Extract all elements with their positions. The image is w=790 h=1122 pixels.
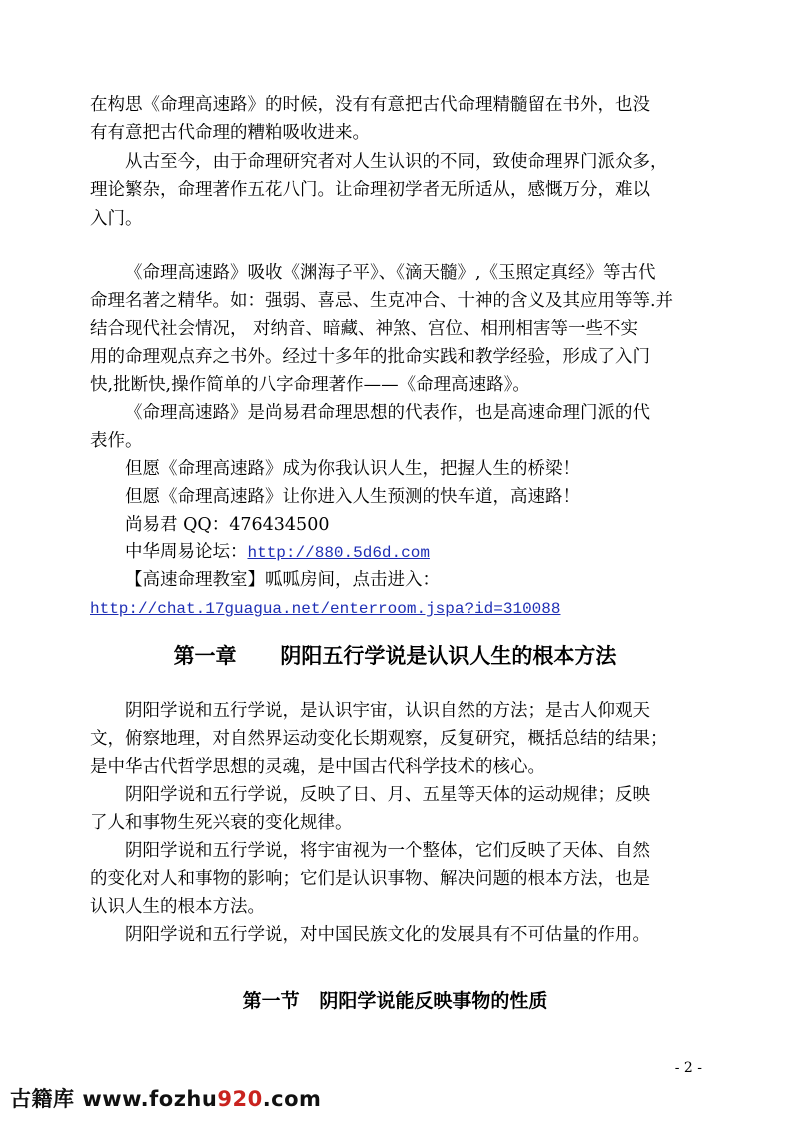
intro-line: 《命理高速路》是尚易君命理思想的代表作，也是高速命理门派的代 — [125, 403, 650, 423]
forum-link[interactable]: http://880.5d6d.com — [247, 544, 430, 562]
chapter-line: 了人和事物生死兴衰的变化规律。 — [90, 813, 353, 833]
forum-label: 中华周易论坛： — [125, 542, 248, 562]
chapter-line: 文，俯察地理，对自然界运动变化长期观察，反复研究，概括总结的结果； — [90, 729, 668, 749]
chapter-line: 阴阳学说和五行学说，是认识宇宙，认识自然的方法；是古人仰观天 — [125, 701, 650, 721]
forum-line — [125, 541, 430, 564]
intro-line: 理论繁杂，命理著作五花八门。让命理初学者无所适从，感慨万分，难以 — [90, 180, 650, 200]
intro-line: 命理名著之精华。如：强弱、喜忌、生克冲合、十神的含义及其应用等等.并 — [90, 291, 674, 311]
intro-line: 从古至今，由于命理研究者对人生认识的不同，致使命理界门派众多， — [125, 152, 668, 172]
footer-watermark — [10, 1083, 321, 1113]
classroom-link[interactable]: http://chat.17guagua.net/enterroom.jspa?id=310088 — [90, 600, 561, 618]
intro-line: 用的命理观点弃之书外。经过十多年的批命实践和教学经验，形成了入门 — [90, 347, 650, 367]
page-number: - 2 - — [674, 1060, 702, 1076]
chapter-line: 的变化对人和事物的影响；它们是认识事物、解决问题的根本方法，也是 — [90, 869, 650, 889]
chapter-title: 第一章 阴阳五行学说是认识人生的根本方法 — [173, 644, 617, 668]
chapter-line: 认识人生的根本方法。 — [90, 897, 265, 917]
section-title: 第一节 阴阳学说能反映事物的性质 — [242, 990, 548, 1012]
intro-line: 表作。 — [90, 431, 143, 451]
footer-url-prefix: www.fozhu — [82, 1087, 218, 1111]
footer-site-name: 古籍库 — [10, 1087, 75, 1111]
intro-line: 在构思《命理高速路》的时候，没有有意把古代命理精髓留在书外，也没 — [90, 95, 650, 115]
intro-line: 快,批断快,操作简单的八字命理著作——《命理高速路》。 — [90, 375, 530, 395]
qq-contact: 尚易君 QQ：476434500 — [125, 515, 330, 535]
chapter-line: 阴阳学说和五行学说，对中国民族文化的发展具有不可估量的作用。 — [125, 925, 650, 945]
intro-line: 结合现代社会情况， 对纳音、暗藏、神煞、宫位、相刑相害等一些不实 — [90, 319, 639, 339]
intro-line: 有有意把古代命理的糟粕吸收进来。 — [90, 123, 370, 143]
intro-line: 入门。 — [90, 209, 143, 229]
classroom-label: 【高速命理教室】呱呱房间，点击进入： — [125, 570, 440, 590]
wish-line: 但愿《命理高速路》让你进入人生预测的快车道，高速路！ — [125, 487, 580, 507]
intro-line: 《命理高速路》吸收《渊海子平》、《滴天髓》,《玉照定真经》等古代 — [125, 263, 656, 283]
chapter-line: 阴阳学说和五行学说，反映了日、月、五星等天体的运动规律；反映 — [125, 785, 650, 805]
wish-line: 但愿《命理高速路》成为你我认识人生，把握人生的桥梁！ — [125, 459, 580, 479]
footer-url-number: 920 — [217, 1087, 263, 1111]
chapter-line: 阴阳学说和五行学说，将宇宙视为一个整体，它们反映了天体、自然 — [125, 841, 650, 861]
footer-url-suffix: .com — [262, 1087, 322, 1111]
chapter-line: 是中华古代哲学思想的灵魂，是中国古代科学技术的核心。 — [90, 757, 545, 777]
